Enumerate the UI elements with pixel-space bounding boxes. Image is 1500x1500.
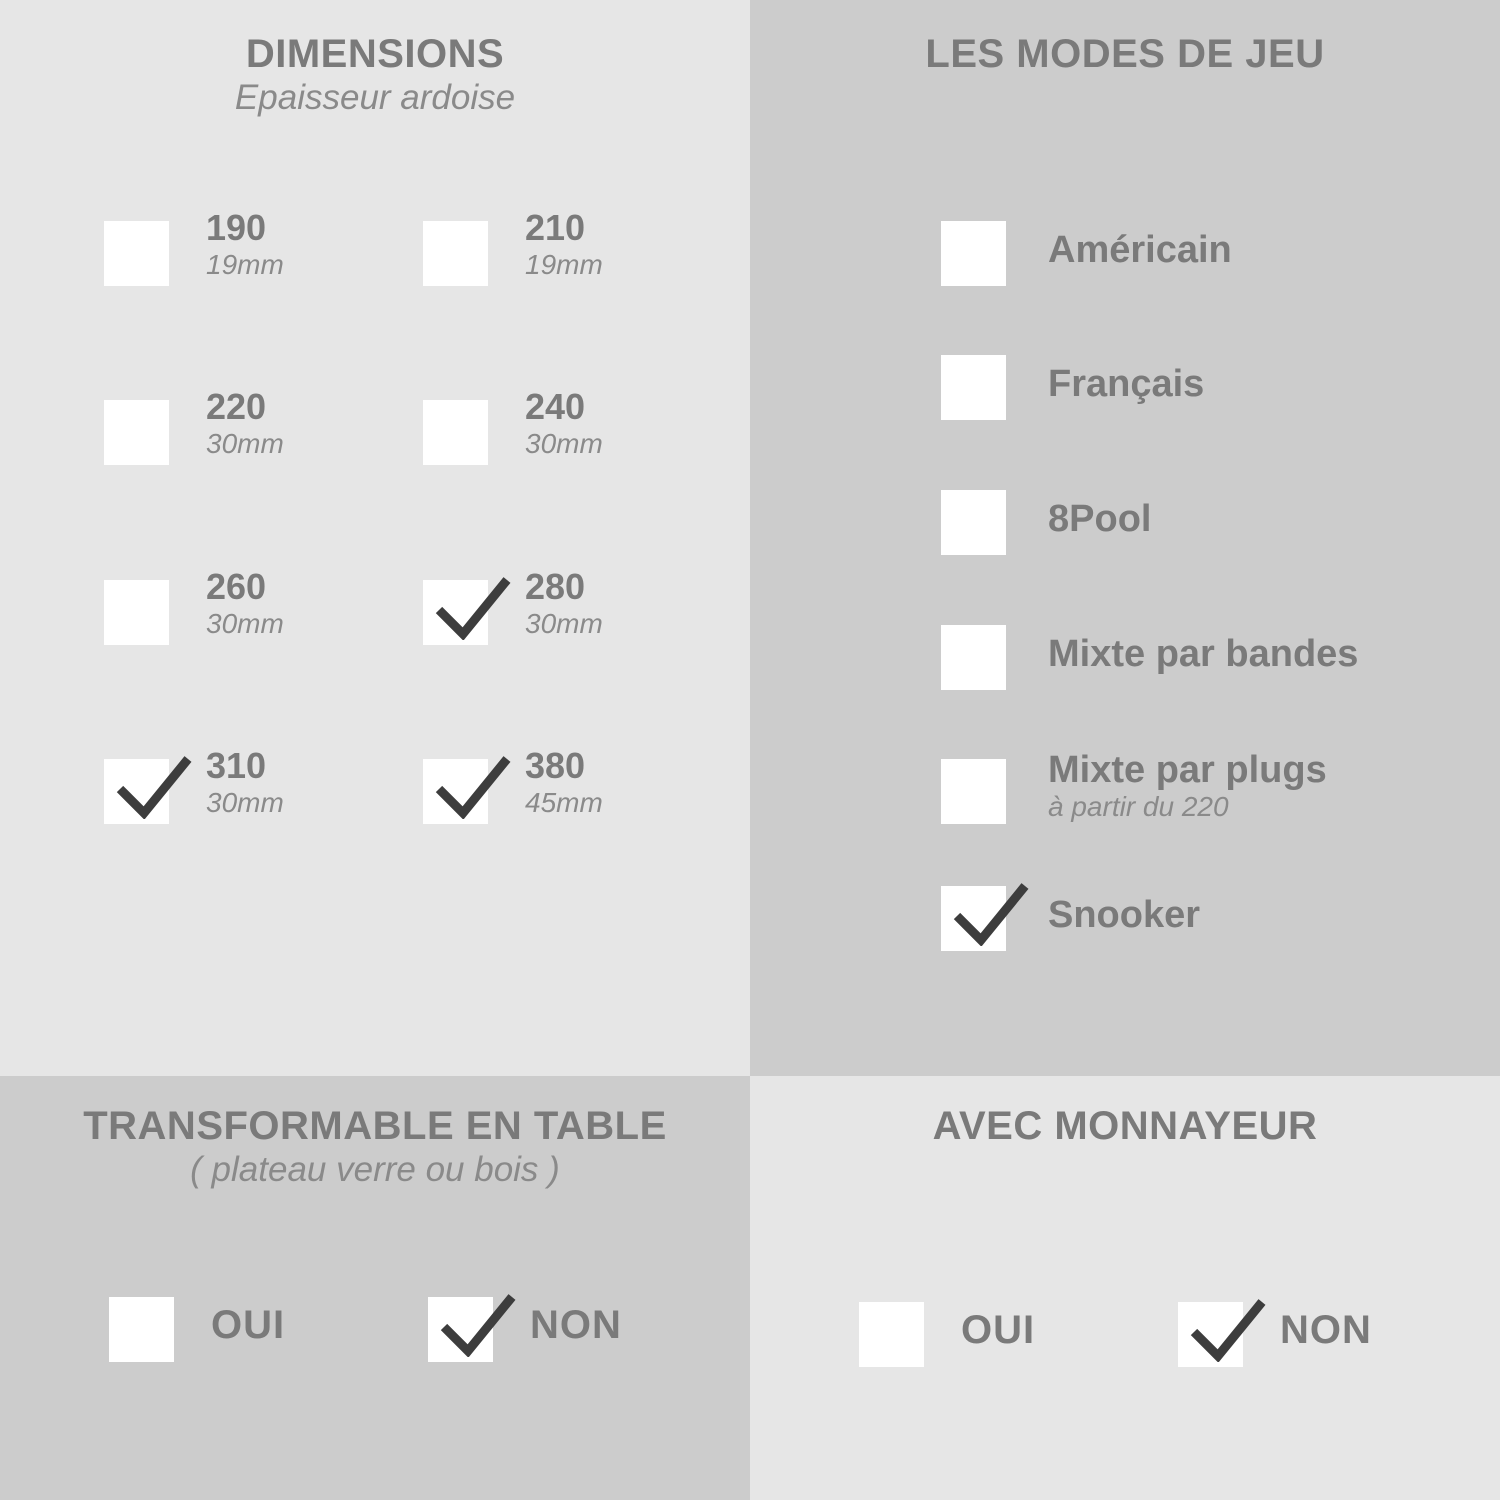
no-label: NON <box>1280 1308 1372 1352</box>
dimension-size: 380 <box>525 745 586 786</box>
dimension-thickness: 19mm <box>206 249 284 280</box>
checkbox[interactable] <box>941 355 1006 420</box>
game-modes-title: LES MODES DE JEU <box>925 32 1325 76</box>
checkbox[interactable] <box>104 580 169 645</box>
checkbox[interactable] <box>941 625 1006 690</box>
checkbox[interactable] <box>423 221 488 286</box>
game-mode-label: 8Pool <box>1048 498 1152 540</box>
coin-operated-title: AVEC MONNAYEUR <box>932 1104 1318 1148</box>
checkbox[interactable] <box>859 1302 924 1367</box>
dimension-size: 190 <box>206 207 267 248</box>
checkbox[interactable] <box>941 759 1006 824</box>
dimensions-panel <box>0 0 750 1076</box>
checkmark-icon <box>433 751 513 819</box>
game-modes-panel <box>750 0 1500 1076</box>
dimension-size: 260 <box>206 566 267 607</box>
game-mode-label: Mixte par bandes <box>1048 633 1359 675</box>
checkbox[interactable] <box>104 400 169 465</box>
dimensions-subtitle: Epaisseur ardoise <box>234 78 516 117</box>
yes-label: OUI <box>211 1303 286 1347</box>
dimension-thickness: 30mm <box>206 787 284 818</box>
game-mode-note: à partir du 220 <box>1048 791 1229 822</box>
checkmark-icon <box>951 878 1031 946</box>
checkmark-icon <box>438 1289 518 1357</box>
dimension-thickness: 45mm <box>525 787 603 818</box>
transformable-subtitle: ( plateau verre ou bois ) <box>190 1150 560 1189</box>
dimension-thickness: 19mm <box>525 249 603 280</box>
coin-operated-panel <box>750 1076 1500 1500</box>
dimension-size: 310 <box>206 745 267 786</box>
transformable-title: TRANSFORMABLE EN TABLE <box>83 1104 667 1148</box>
dimension-thickness: 30mm <box>206 428 284 459</box>
checkmark-icon <box>114 751 194 819</box>
dimensions-title: DIMENSIONS <box>245 32 505 76</box>
checkbox[interactable] <box>941 490 1006 555</box>
checkmark-icon <box>433 572 513 640</box>
game-mode-label: Français <box>1048 363 1205 405</box>
game-mode-label: Américain <box>1048 229 1232 271</box>
checkbox[interactable] <box>423 400 488 465</box>
game-mode-label: Snooker <box>1048 894 1201 936</box>
no-label: NON <box>530 1303 622 1347</box>
checkbox[interactable] <box>941 221 1006 286</box>
game-mode-label: Mixte par plugs <box>1048 749 1327 791</box>
checkbox[interactable] <box>104 221 169 286</box>
checkbox[interactable] <box>109 1297 174 1362</box>
transformable-panel <box>0 1076 750 1500</box>
dimension-size: 220 <box>206 386 267 427</box>
dimension-size: 210 <box>525 207 586 248</box>
dimension-thickness: 30mm <box>525 608 603 639</box>
yes-label: OUI <box>961 1308 1036 1352</box>
checkmark-icon <box>1188 1294 1268 1362</box>
dimension-size: 280 <box>525 566 586 607</box>
dimension-thickness: 30mm <box>206 608 284 639</box>
dimension-size: 240 <box>525 386 586 427</box>
dimension-thickness: 30mm <box>525 428 603 459</box>
